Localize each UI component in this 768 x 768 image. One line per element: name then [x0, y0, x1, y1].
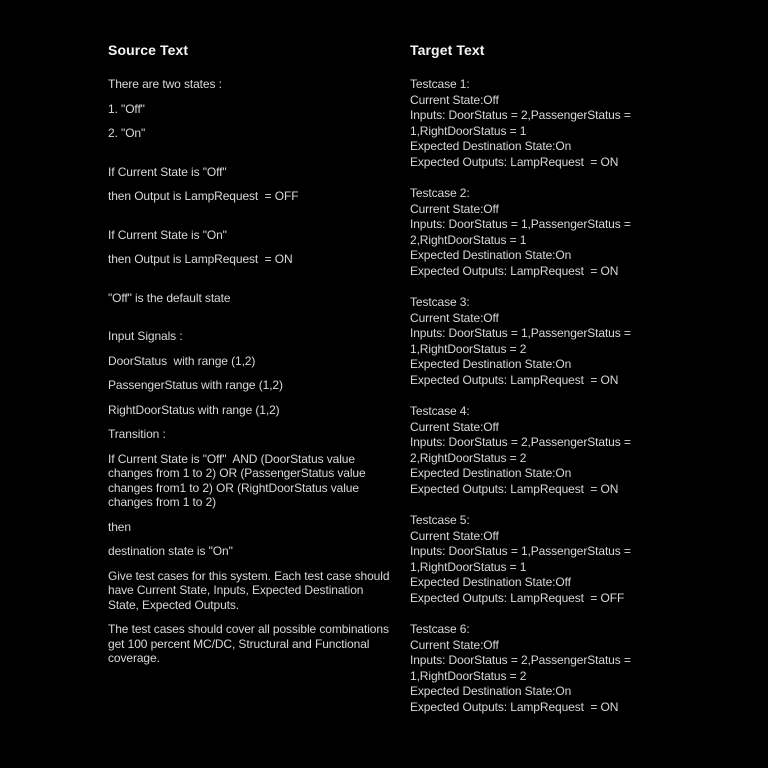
testcase-current-state: Current State:Off [410, 92, 499, 107]
testcase-expected-outputs: Expected Outputs: LampRequest = ON [410, 699, 619, 714]
testcase-expected-destination: Expected Destination State:On [410, 357, 572, 371]
source-paragraph: Transition : [108, 427, 166, 441]
source-paragraph: The test cases should cover all possible combinations get 100 percent MC/DC, Structural and Functional coverage. [108, 622, 393, 665]
source-paragraph: PassengerStatus with range (1,2) [108, 378, 283, 392]
testcase-current-state: Current State:Off [410, 201, 499, 216]
source-paragraph: If Current State is "Off" AND (DoorStatus value changes from 1 to 2) OR (PassengerStatus value changes from1 to 2) OR (RightDoorStatus value changes from 1 to 2) [108, 451, 369, 509]
testcase-title: Testcase 1: [410, 77, 470, 91]
testcase-inputs-line2: 2,RightDoorStatus = 1 [410, 232, 527, 247]
testcase-expected-destination: Expected Destination State:On [410, 139, 572, 153]
source-paragraph: then Output is LampRequest = ON [108, 252, 293, 266]
source-paragraph: 1. "Off" [108, 101, 145, 116]
testcase-2-block [410, 186, 715, 279]
testcase-expected-destination: Expected Destination State:Off [410, 575, 571, 589]
source-paragraph: If Current State is "Off" [108, 164, 227, 179]
testcase-expected-outputs: Expected Outputs: LampRequest = ON [410, 481, 619, 496]
source-paragraph: destination state is "On" [108, 544, 233, 558]
testcase-inputs-line1: Inputs: DoorStatus = 2,PassengerStatus = [410, 653, 631, 667]
testcase-expected-destination: Expected Destination State:On [410, 684, 572, 698]
testcase-title: Testcase 3: [410, 295, 470, 309]
testcase-inputs-line1: Inputs: DoorStatus = 1,PassengerStatus = [410, 217, 631, 231]
source-paragraph: DoorStatus with range (1,2) [108, 353, 256, 368]
testcase-title: Testcase 2: [410, 186, 470, 200]
source-text-column [108, 42, 393, 676]
testcase-expected-outputs: Expected Outputs: LampRequest = ON [410, 263, 619, 278]
testcase-current-state: Current State:Off [410, 310, 499, 325]
testcase-current-state: Current State:Off [410, 528, 499, 543]
testcase-expected-outputs: Expected Outputs: LampRequest = ON [410, 372, 619, 387]
testcase-inputs-line2: 1,RightDoorStatus = 1 [410, 123, 527, 138]
testcase-title: Testcase 6: [410, 622, 470, 636]
testcase-inputs-line1: Inputs: DoorStatus = 1,PassengerStatus = [410, 326, 631, 340]
source-column-title: Source Text [108, 42, 189, 58]
testcase-current-state: Current State:Off [410, 637, 499, 652]
source-paragraph: "Off" is the default state [108, 290, 231, 305]
source-paragraph: then [108, 519, 131, 534]
target-column-title: Target Text [410, 42, 485, 58]
source-paragraph: There are two states : [108, 77, 222, 91]
testcase-inputs-line1: Inputs: DoorStatus = 2,PassengerStatus = [410, 435, 631, 449]
testcase-4-block [410, 404, 715, 497]
source-paragraph: Input Signals : [108, 329, 183, 343]
testcase-5-block [410, 513, 715, 606]
testcase-inputs-line2: 1,RightDoorStatus = 2 [410, 668, 527, 683]
testcase-title: Testcase 5: [410, 513, 470, 527]
testcase-inputs-line2: 1,RightDoorStatus = 2 [410, 341, 527, 356]
source-paragraph: Give test cases for this system. Each test case should have Current State, Inputs, Expected Destination State, Expected Outputs. [108, 568, 393, 612]
testcase-3-block [410, 295, 715, 388]
testcase-1-block [410, 77, 715, 170]
testcase-inputs-line2: 1,RightDoorStatus = 1 [410, 559, 527, 574]
testcase-expected-destination: Expected Destination State:On [410, 466, 572, 480]
testcase-6-block [410, 622, 715, 715]
source-paragraph: If Current State is "On" [108, 227, 227, 242]
target-text-column [410, 42, 715, 731]
source-paragraph: RightDoorStatus with range (1,2) [108, 402, 280, 417]
testcase-inputs-line2: 2,RightDoorStatus = 2 [410, 450, 527, 465]
testcase-expected-outputs: Expected Outputs: LampRequest = ON [410, 154, 619, 169]
testcase-expected-outputs: Expected Outputs: LampRequest = OFF [410, 590, 625, 605]
testcase-inputs-line1: Inputs: DoorStatus = 1,PassengerStatus = [410, 544, 631, 558]
source-paragraph: then Output is LampRequest = OFF [108, 189, 299, 203]
source-paragraph: 2. "On" [108, 126, 146, 140]
testcase-inputs-line1: Inputs: DoorStatus = 2,PassengerStatus = [410, 108, 631, 122]
testcase-current-state: Current State:Off [410, 419, 499, 434]
testcase-expected-destination: Expected Destination State:On [410, 248, 572, 262]
testcase-title: Testcase 4: [410, 404, 470, 418]
